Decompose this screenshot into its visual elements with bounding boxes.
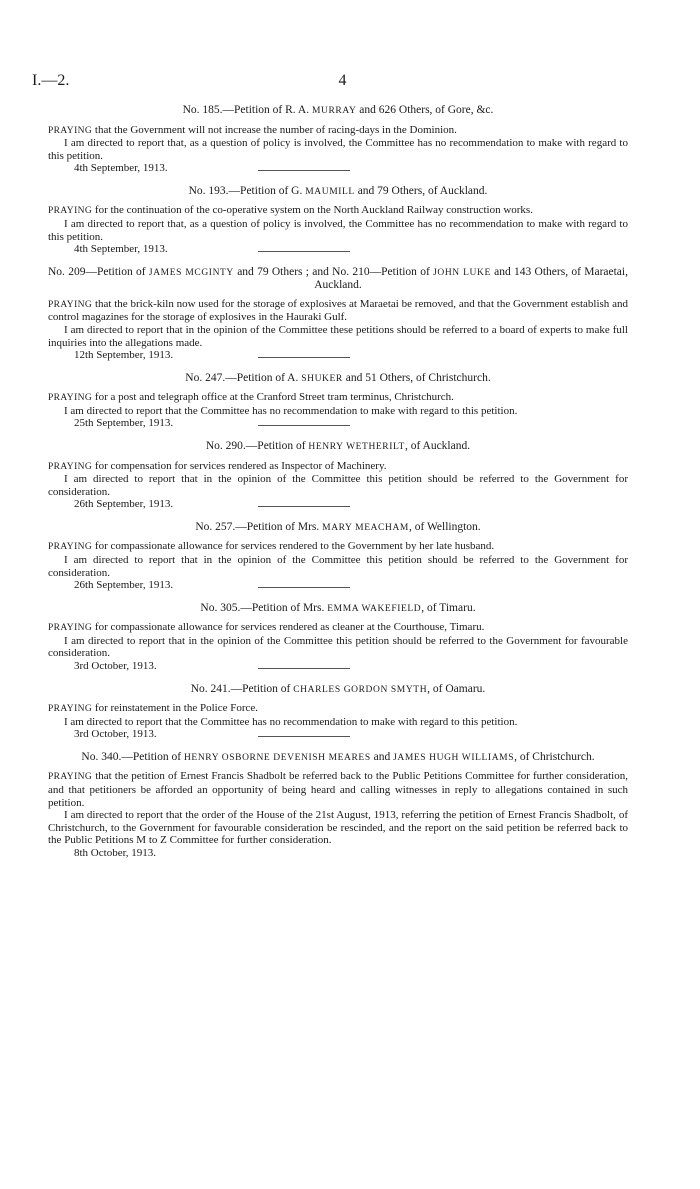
section-divider: [258, 506, 350, 507]
petition-entry: [48, 520, 628, 592]
petition-entry: [48, 104, 628, 175]
petition-prayer: PRAYING for the continuation of the co-operative system on the North Auckland Railway construction works.: [48, 204, 533, 217]
petition-title: No. 290.—Petition of HENRY WETHERILT, of Auckland.: [205, 440, 471, 452]
report-date: 3rd October, 1913.: [74, 660, 157, 673]
petition-prayer: PRAYING that the Government will not increase the number of racing-days in the Dominion.: [48, 123, 457, 136]
petition-prayer: PRAYING for compassionate allowance for services rendered as cleaner at the Courthouse, Timaru.: [48, 621, 485, 634]
petition-prayer: PRAYING for a post and telegraph office at the Cranford Street tram terminus, Christchurch.: [48, 391, 454, 404]
committee-report: I am directed to report that in the opinion of the Committee these petitions should be referred to a board of experts to make full inquiries into the allegations made.: [48, 323, 628, 349]
committee-report: I am directed to report that the order of the House of the 21st August, 1913, referring the petition of Ernest Francis Shadbolt, of Christchurch, to the Government for favourable consideration be rescinded, and the report on the said petition be referred back to the Public Petitions M to Z Committee for further consideration.: [48, 809, 628, 847]
section-divider: [258, 170, 350, 171]
petition-prayer: PRAYING that the petition of Ernest Francis Shadbolt be referred back to the Public Petitions Committee for further consideration, and that petitioners be afforded an opportunity of being heard and calling witnesses in reply to allegations contained in such petition.: [48, 770, 628, 809]
petition-entry: [48, 184, 628, 256]
petition-title: No. 257.—Petition of Mrs. MARY MEACHAM, of Wellington.: [195, 520, 481, 533]
section-divider: [258, 425, 350, 426]
petition-title: No. 247.—Petition of A. SHUKER and 51 Others, of Christchurch.: [185, 371, 491, 384]
report-date: 4th September, 1913.: [74, 162, 168, 175]
committee-report: I am directed to report that in the opinion of the Committee this petition should be referred to the Government for consideration.: [48, 553, 628, 579]
petition-title: No. 185.—Petition of R. A. MURRAY and 626 Others, of Gore, &c.: [182, 104, 494, 116]
petition-entry: [48, 751, 628, 860]
petition-title: No. 209—Petition of JAMES MCGINTY and 79 Others ; and No. 210—Petition of JOHN LUKE and 143 Others, of Maraetai, Auckland.: [48, 265, 628, 292]
petition-prayer: PRAYING for compensation for services rendered as Inspector of Machinery.: [48, 459, 387, 472]
petition-title: No. 340.—Petition of HENRY OSBORNE DEVENISH MEARES and JAMES HUGH WILLIAMS, of Christchurch.: [81, 750, 595, 763]
page-number: 4: [338, 72, 347, 89]
petition-entry: [48, 601, 628, 673]
petition-entry: [48, 440, 628, 511]
report-date: 4th September, 1913.: [74, 243, 168, 256]
section-divider: [258, 736, 350, 737]
committee-report: I am directed to report that in the opinion of the Committee this petition should be referred to the Government for consideration.: [48, 473, 628, 498]
petition-title: No. 193.—Petition of G. MAUMILL and 79 Others, of Auckland.: [188, 184, 488, 197]
section-divider: [258, 587, 350, 588]
committee-report: I am directed to report that the Committee has no recommendation to make with regard to this petition.: [64, 404, 518, 417]
petition-prayer: PRAYING for reinstatement in the Police Force.: [48, 702, 259, 715]
report-date: 25th September, 1913.: [74, 417, 174, 430]
committee-report: I am directed to report that, as a question of policy is involved, the Committee has no recommendation to make with regard to this petition.: [48, 217, 628, 243]
petition-title: No. 241.—Petition of CHARLES GORDON SMYTH, of Oamaru.: [190, 682, 486, 695]
page-header: [0, 72, 700, 96]
report-date: 8th October, 1913.: [74, 846, 157, 859]
report-date: 26th September, 1913.: [74, 579, 174, 592]
petition-prayer: PRAYING that the brick-kiln now used for the storage of explosives at Maraetai be removed, and that the Government establish and control magazines for the storage of explosives in the Hauraki Gulf.: [48, 297, 628, 324]
section-divider: [258, 668, 350, 669]
petition-title: No. 305.—Petition of Mrs. EMMA WAKEFIELD, of Timaru.: [200, 601, 476, 614]
petition-entry: [48, 371, 628, 430]
report-date: 3rd October, 1913.: [74, 728, 157, 741]
report-date: 12th September, 1913.: [74, 349, 174, 362]
section-divider: [258, 251, 350, 252]
section-divider: [258, 357, 350, 358]
committee-report: I am directed to report that in the opinion of the Committee this petition should be referred to the Government for favourable consideration.: [48, 634, 628, 660]
committee-report: I am directed to report that, as a question of policy is involved, the Committee has no recommendation to make with regard to this petition.: [48, 137, 628, 162]
paper-code: I.—2.: [32, 72, 70, 89]
petitions-list: [48, 104, 628, 860]
petition-entry: [48, 682, 628, 741]
report-date: 26th September, 1913.: [74, 498, 174, 511]
petition-prayer: PRAYING for compassionate allowance for services rendered to the Government by her late husband.: [48, 540, 495, 553]
petition-entry: [48, 265, 628, 362]
committee-report: I am directed to report that the Committee has no recommendation to make with regard to this petition.: [64, 715, 518, 728]
